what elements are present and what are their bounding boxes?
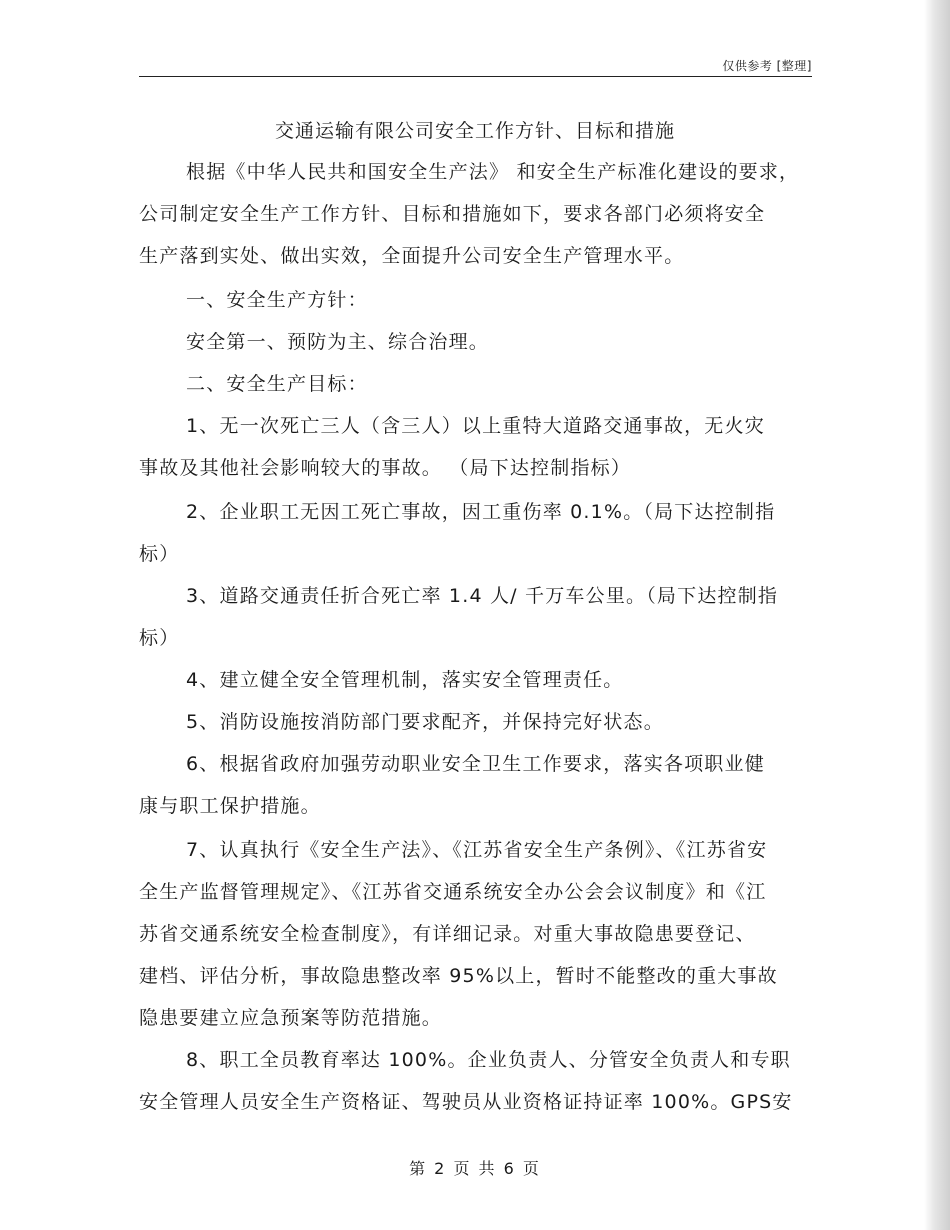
body-line: 隐患要建立应急预案等防范措施。 (139, 1007, 443, 1029)
section-heading: 二、安全生产目标： (186, 373, 368, 395)
body-line: 标） (139, 627, 180, 649)
body-line: 生产落到实处、做出实效，全面提升公司安全生产管理水平。 (139, 245, 685, 267)
body-line: 公司制定安全生产工作方针、目标和措施如下，要求各部门必须将安全 (139, 203, 766, 225)
body-line: 事故及其他社会影响较大的事故。 （局下达控制指标） (139, 457, 632, 479)
list-item: 1、无一次死亡三人（含三人）以上重特大道路交通事故，无火灾 (186, 415, 765, 437)
body-line: 康与职工保护措施。 (139, 795, 321, 817)
body-line: 全生产监督管理规定》、《江苏省交通系统安全办公会会议制度》和《江 (139, 881, 767, 903)
header-note: 仅供参考 [整理] (722, 59, 812, 73)
body-line: 安全管理人员安全生产资格证、驾驶员从业资格证持证率 100%。GPS安 (139, 1091, 793, 1113)
list-item: 3、道路交通责任折合死亡率 1.4 人/ 千万车公里。（局下达控制指 (186, 585, 779, 607)
page-edge-shadow (924, 0, 950, 1230)
document-title: 交通运输有限公司安全工作方针、目标和措施 (274, 120, 675, 142)
header-rule (139, 76, 812, 77)
body-line: 根据《中华人民共和国安全生产法》 和安全生产标准化建设的要求， (186, 161, 800, 183)
list-item: 2、企业职工无因工死亡事故，因工重伤率 0.1%。（局下达控制指 (186, 501, 776, 523)
body-line: 建档、评估分析，事故隐患整改率 95%以上，暂时不能整改的重大事故 (139, 965, 778, 987)
list-item: 4、建立健全安全管理机制，落实安全管理责任。 (186, 669, 624, 691)
section-heading: 一、安全生产方针： (186, 289, 368, 311)
body-line: 标） (139, 543, 180, 565)
list-item: 7、认真执行《安全生产法》、《江苏省安全生产条例》、《江苏省安 (186, 839, 768, 861)
list-item: 8、职工全员教育率达 100%。企业负责人、分管安全负责人和专职 (186, 1049, 791, 1071)
body-line: 安全第一、预防为主、综合治理。 (186, 331, 490, 353)
list-item: 6、根据省政府加强劳动职业安全卫生工作要求，落实各项职业健 (186, 753, 765, 775)
body-line: 苏省交通系统安全检查制度》，有详细记录。对重大事故隐患要登记、 (139, 923, 756, 945)
page-number: 第 2 页 共 6 页 (409, 1159, 541, 1178)
list-item: 5、消防设施按消防部门要求配齐，并保持完好状态。 (186, 711, 664, 733)
